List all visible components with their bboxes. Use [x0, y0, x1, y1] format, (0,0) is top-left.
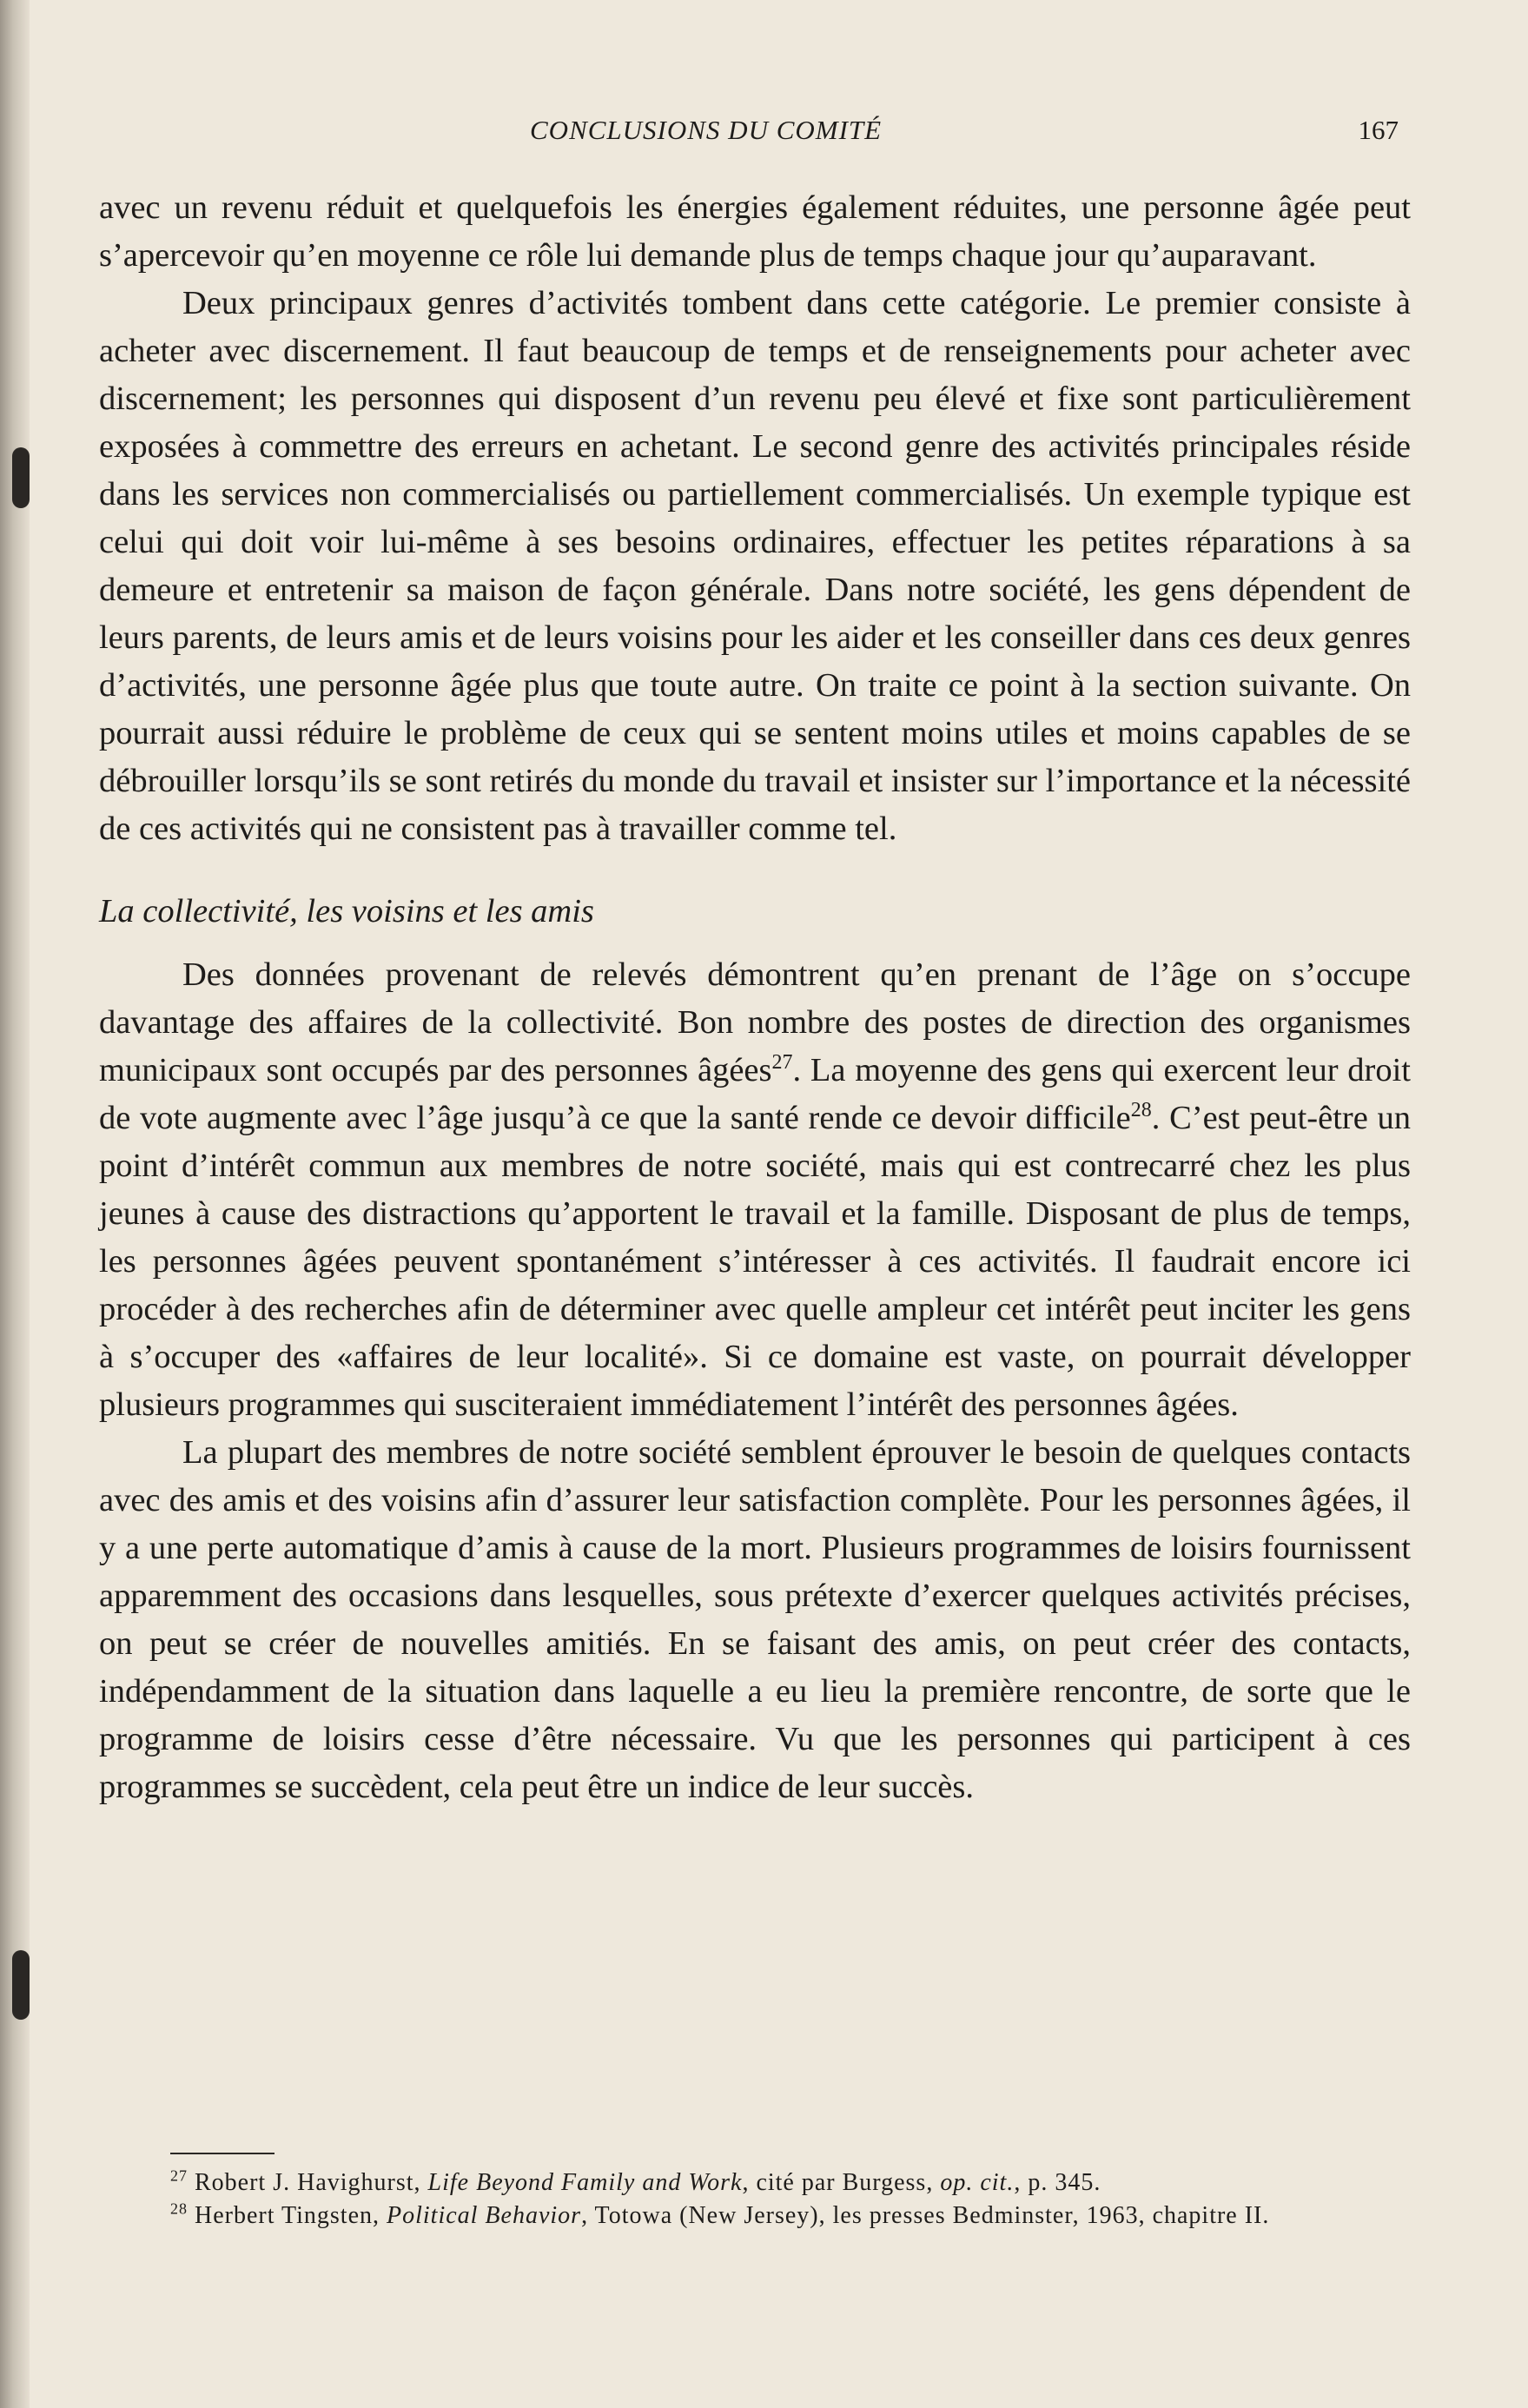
- footnote-reference: 28: [1130, 1099, 1152, 1122]
- footnote-page: , p. 345.: [1014, 2169, 1101, 2196]
- footnote-author: Herbert Tingsten,: [195, 2202, 387, 2229]
- footnote-number: 28: [170, 2200, 188, 2218]
- footnote-rule: [170, 2153, 275, 2154]
- paragraph-text: Des données provenant de relevés démontrent qu’en prenant de l’âge on s’occupe davantage des affaires de la collectivité. Bon nombre des postes de direction des organismes municipaux sont occupés par des personnes âgées: [99, 956, 1411, 1088]
- page-binding-shadow: [0, 0, 30, 2408]
- footnote-reference: 27: [771, 1051, 793, 1075]
- footnote-text: , Totowa (New Jersey), les presses Bedminster, 1963, chapitre II.: [581, 2202, 1270, 2229]
- footnote-text: , cité par Burgess,: [742, 2169, 941, 2196]
- running-title: CONCLUSIONS DU COMITÉ: [530, 115, 883, 145]
- footnote-opcit: op. cit.: [940, 2169, 1015, 2196]
- page-header: [530, 115, 1399, 153]
- paragraph-activities: Deux principaux genres d’activités tombent dans cette catégorie. Le premier consiste à acheter avec discernement. Il faut beaucoup de temps et de renseignements pour acheter avec discernement; les personnes qui disposent d’un revenu peu élevé et fixe sont particulièrement exposées à commettre des erreurs en achetant. Le second genre des activités principales réside dans les services non commercialisés ou partiellement commercialisés. Un exemple typique est celui qui doit voir lui-même à ses besoins ordinaires, effectuer les petites réparations à sa demeure et entretenir sa maison de façon générale. Dans notre société, les gens dépendent de leurs parents, de leurs amis et de leurs voisins pour les aider et les conseiller dans ces deux genres d’activités, une personne âgée plus que toute autre. On traite ce point à la section suivante. On pourrait aussi réduire le problème de ceux qui se sentent moins utiles et moins capables de se débrouiller lorsqu’ils se sont retirés du monde du travail et insister sur l’importance et la nécessité de ces activités qui ne consistent pas à travailler comme tel.: [99, 285, 1411, 847]
- footnote-number: 27: [170, 2167, 188, 2185]
- footnote-title: Political Behavior: [387, 2202, 582, 2229]
- footnotes: [127, 2153, 1421, 2233]
- footnote-author: Robert J. Havighurst,: [195, 2169, 428, 2196]
- page-number: 167: [1358, 115, 1399, 145]
- footnote-28: [127, 2200, 1421, 2233]
- paragraph-continuation: avec un revenu réduit et quelquefois les énergies également réduites, une personne âgée peut s’apercevoir qu’en moyenne ce rôle lui demande plus de temps chaque jour qu’auparavant.: [99, 189, 1411, 274]
- paragraph-text: . La moyenne des gens qui exercent leur droit de vote augmente avec l’âge jusqu’à ce que la santé rende ce devoir difficile: [99, 1052, 1411, 1136]
- binding-hole-mark: [12, 447, 30, 508]
- paragraph-text: . C’est peut-être un point d’intérêt commun aux membres de notre société, mais qui est contrecarré chez les plus jeunes à cause des distractions qu’apportent le travail et la famille. Disposant de plus de temps, les personnes âgées peuvent spontanément s’intéresser à ces activités. Il faudrait encore ici procéder à des recherches afin de déterminer avec quelle ampleur cet intérêt peut inciter les gens à s’occuper des «affaires de leur localité». Si ce domaine est vaste, on pourrait développer plusieurs programmes qui susciteraient immédiatement l’intérêt des personnes âgées.: [99, 1100, 1411, 1423]
- section-heading: La collectivité, les voisins et les amis: [99, 893, 594, 929]
- footnote-title: Life Beyond Family and Work: [427, 2169, 743, 2196]
- binding-hole-mark: [12, 1950, 30, 2020]
- paragraph-community: [99, 951, 1411, 1429]
- paragraph-friends: La plupart des membres de notre société semblent éprouver le besoin de quelques contacts avec des amis et des voisins afin d’assurer leur satisfaction complète. Pour les personnes âgées, il y a une perte automatique d’amis à cause de la mort. Plusieurs programmes de loisirs fournissent apparemment des occasions dans lesquelles, sous prétexte d’exercer quelques activités précises, on peut se créer de nouvelles amitiés. En se faisant des amis, on peut créer des contacts, indépendamment de la situation dans laquelle a eu lieu la première rencontre, de sorte que le programme de loisirs cesse d’être nécessaire. Vu que les personnes qui participent à ces programmes se succèdent, cela peut être un indice de leur succès.: [99, 1434, 1411, 1805]
- footnote-27: [127, 2167, 1421, 2200]
- body-text: [99, 184, 1411, 1811]
